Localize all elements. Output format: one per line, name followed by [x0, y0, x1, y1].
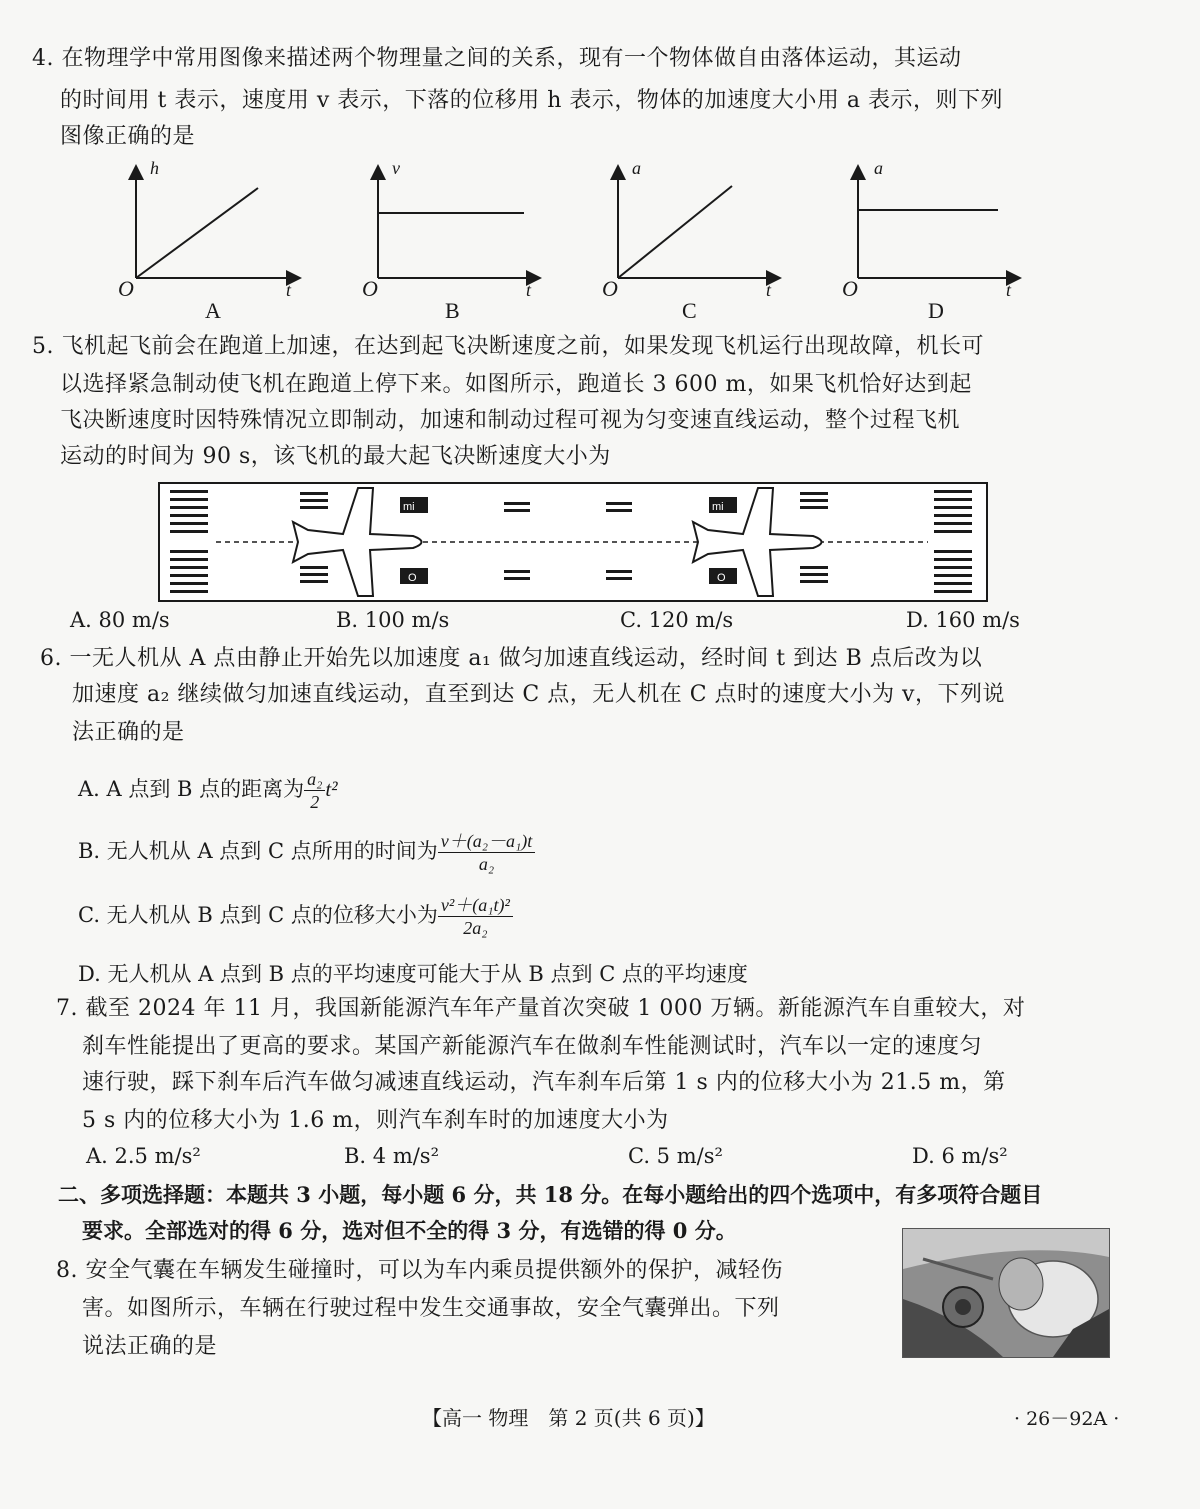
airbag-photo [902, 1228, 1110, 1358]
graph-d [858, 168, 1018, 278]
q6-option-a-tail: t² [325, 777, 338, 801]
q7-option-d: D. 6 m/s² [912, 1144, 1008, 1168]
q5-line-4: 运动的时间为 90 s，该飞机的最大起飞决断速度大小为 [60, 444, 611, 469]
section2-heading-1: 二、多项选择题：本题共 3 小题，每小题 6 分，共 18 分。在每小题给出的四个选项中，有多项符合题目 [58, 1182, 1043, 1207]
graph-a [136, 168, 298, 278]
graph-d-ylabel: a [874, 158, 883, 178]
q7-option-a: A. 2.5 m/s² [86, 1144, 201, 1168]
q6-option-c-text: C. 无人机从 B 点到 C 点的位移大小为 [78, 903, 438, 927]
graph-d-origin: O [842, 276, 858, 301]
q6-option-b-den: a₂ [478, 854, 495, 874]
graph-c-xlabel: t [766, 280, 772, 300]
runway-sign-1-text: mi [403, 501, 415, 513]
q5-line-1: 5. 飞机起飞前会在跑道上加速，在达到起飞决断速度之前，如果发现飞机运行出现故障，机长可 [32, 334, 984, 359]
footer-page-info: 【高一 物理 第 2 页(共 6 页)】 [422, 1406, 715, 1430]
q6-line-2: 加速度 a₂ 继续做匀加速直线运动，直至到达 C 点，无人机在 C 点时的速度大小为 v，下列说 [72, 682, 1005, 707]
q5-option-a: A. 80 m/s [70, 608, 170, 632]
graph-c [618, 168, 778, 278]
q6-option-b-num: v＋(a₂－a₁)t [438, 830, 536, 853]
q4-line-3: 图像正确的是 [60, 124, 196, 149]
graph-b-origin: O [362, 276, 378, 301]
q4-line-1: 4. 在物理学中常用图像来描述两个物理量之间的关系，现有一个物体做自由落体运动，其运动 [32, 46, 962, 71]
q6-option-a-fraction [304, 768, 325, 813]
q6-option-b-fraction [438, 830, 536, 875]
q6-option-c-den: 2a₂ [463, 918, 488, 938]
graph-c-origin: O [602, 276, 618, 301]
runway-sign-2-text: O [408, 572, 417, 584]
graph-b [378, 168, 538, 278]
q7-line-3: 速行驶，踩下刹车后汽车做匀减速直线运动，汽车刹车后第 1 s 内的位移大小为 21.5 m，第 [82, 1070, 1006, 1095]
q6-option-c-num: v²＋(a₁t)² [438, 894, 513, 917]
footer-code: · 26－92A · [1014, 1408, 1120, 1430]
graph-d-xlabel: t [1006, 280, 1012, 300]
q7-option-b: B. 4 m/s² [344, 1144, 440, 1168]
graph-a-ylabel: h [150, 158, 159, 178]
q6-option-b [78, 830, 535, 875]
q6-option-c-fraction [438, 894, 513, 939]
graph-a-option: A [205, 298, 221, 323]
q8-line-2: 害。如图所示，车辆在行驶过程中发生交通事故，安全气囊弹出。下列 [82, 1296, 780, 1321]
q8-line-1: 8. 安全气囊在车辆发生碰撞时，可以为车内乘员提供额外的保护，减轻伤 [56, 1258, 783, 1283]
q6-option-a-den: 2 [310, 792, 320, 812]
q5-line-3: 飞决断速度时因特殊情况立即制动，加速和制动过程可视为匀变速直线运动，整个过程飞机 [60, 408, 961, 433]
graph-b-ylabel: v [392, 158, 400, 178]
graph-d-option: D [928, 298, 944, 323]
graph-a-xlabel: t [286, 280, 292, 300]
graph-c-ylabel: a [632, 158, 641, 178]
graph-a-line [136, 188, 258, 278]
runway-sign-4-text: O [717, 572, 726, 584]
q5-option-d: D. 160 m/s [906, 608, 1020, 632]
graph-c-option: C [682, 298, 697, 323]
graph-a-origin: O [118, 276, 134, 301]
q6-option-a-text: A. A 点到 B 点的距离为 [78, 777, 305, 801]
graph-b-option: B [445, 298, 460, 323]
airbag-photo-illustration [903, 1229, 1109, 1357]
q4-line-2: 的时间用 t 表示，速度用 v 表示，下落的位移用 h 表示，物体的加速度大小用 a 表示，则下列 [60, 88, 1004, 113]
q5-option-c: C. 120 m/s [620, 608, 734, 632]
q5-line-2: 以选择紧急制动使飞机在跑道上停下来。如图所示，跑道长 3 600 m，如果飞机恰好达到起 [60, 372, 972, 397]
q6-option-a-num: a₂ [304, 768, 325, 791]
q6-option-a [78, 768, 338, 813]
q4-graphs [0, 160, 1200, 340]
q5-option-b: B. 100 m/s [336, 608, 450, 632]
graph-b-xlabel: t [526, 280, 532, 300]
q8-line-3: 说法正确的是 [82, 1334, 218, 1359]
q7-line-4: 5 s 内的位移大小为 1.6 m，则汽车刹车时的加速度大小为 [82, 1108, 669, 1133]
runway-figure [158, 482, 998, 604]
runway-sign-3-text: mi [712, 501, 724, 513]
q6-line-3: 法正确的是 [72, 720, 185, 745]
q6-option-c [78, 894, 513, 939]
q6-option-d: D. 无人机从 A 点到 B 点的平均速度可能大于从 B 点到 C 点的平均速度 [78, 962, 748, 986]
q6-line-1: 6. 一无人机从 A 点由静止开始先以加速度 a₁ 做匀加速直线运动，经时间 t 到达 B 点后改为以 [40, 646, 983, 671]
q7-line-2: 刹车性能提出了更高的要求。某国产新能源汽车在做刹车性能测试时，汽车以一定的速度匀 [82, 1034, 983, 1059]
q7-line-1: 7. 截至 2024 年 11 月，我国新能源汽车年产量首次突破 1 000 万辆。新能源汽车自重较大，对 [56, 996, 1026, 1021]
graph-c-line [618, 186, 732, 278]
q6-option-b-text: B. 无人机从 A 点到 C 点所用的时间为 [78, 839, 438, 863]
section2-heading-2: 要求。全部选对的得 6 分，选对但不全的得 3 分，有选错的得 0 分。 [82, 1218, 737, 1243]
q7-option-c: C. 5 m/s² [628, 1144, 723, 1168]
